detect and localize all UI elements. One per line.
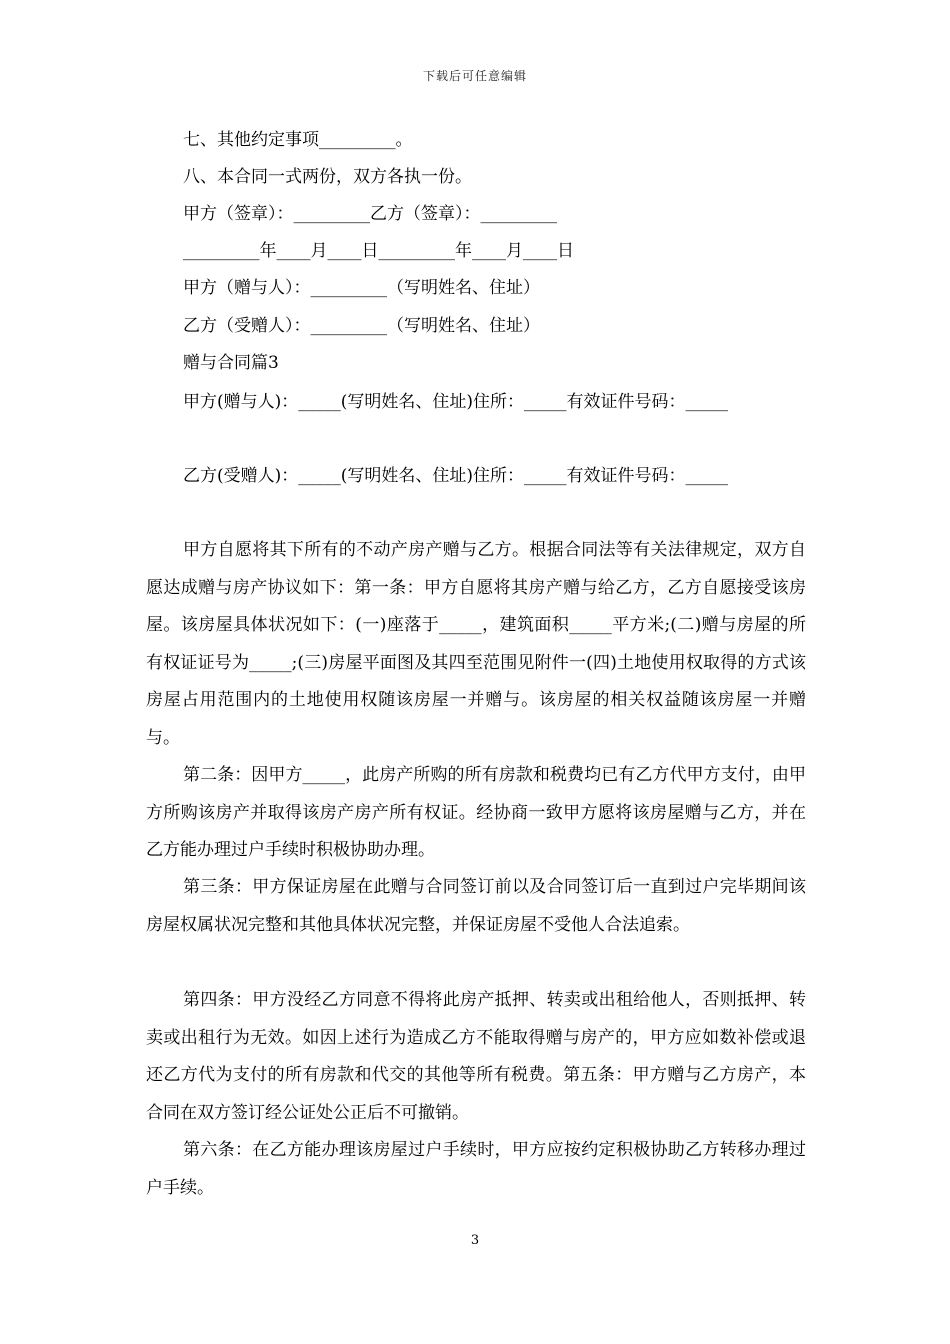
clause-7-line: 七、其他约定事项_________。 [183, 130, 413, 150]
party-a-line: 甲方(赠与人)：_____(写明姓名、住址)住所：_____有效证件号码：_____ [183, 392, 729, 412]
date-line: _________年____月____日_________年____月____日 [183, 241, 574, 261]
page-number: 3 [470, 1233, 480, 1248]
paragraph-article-6: 第六条：在乙方能办理该房屋过户手续时，甲方应按约定积极协助乙方转移办理过户手续。 [146, 1140, 806, 1198]
donor-line: 甲方（赠与人）：_________（写明姓名、住址） [183, 278, 540, 298]
party-b-line: 乙方(受赠人)：_____(写明姓名、住址)住所：_____有效证件号码：_____ [183, 466, 729, 486]
section-title: 赠与合同篇3 [183, 353, 279, 373]
clause-8-line: 八、本合同一式两份，双方各执一份。 [183, 167, 472, 187]
page-header: 下载后可任意编辑 [422, 69, 527, 83]
donee-line: 乙方（受赠人）：_________（写明姓名、住址） [183, 316, 540, 336]
paragraph-article-2: 第二条：因甲方_____，此房产所购的所有房款和税费均已有乙方代甲方支付，由甲方所购该房产并取得该房产房产所有权证。经协商一致甲方愿将该房屋赠与乙方，并在乙方能办理过户手续时积极协助办理。 [146, 765, 806, 860]
paragraph-intro: 甲方自愿将其下所有的不动产房产赠与乙方。根据合同法等有关法律规定，双方自愿达成赠与房产协议如下：第一条：甲方自愿将其房产赠与给乙方，乙方自愿接受该房屋。该房屋具体状况如下：(一)座落于_____，建筑面积_____平方米;(二)赠与房屋的所有权证证号为_____;(三)房屋平面图及其四至范围见附件一(四)土地使用权取得的方式该房屋占用范围内的土地使用权随该房屋一并赠与。该房屋的相关权益随该房屋一并赠与。 [146, 540, 806, 748]
paragraph-article-3: 第三条：甲方保证房屋在此赠与合同签订前以及合同签订后一直到过户完毕期间该房屋权属状况完整和其他具体状况完整，并保证房屋不受他人合法追索。 [146, 877, 806, 935]
paragraph-article-4: 第四条：甲方没经乙方同意不得将此房产抵押、转卖或出租给他人，否则抵押、转卖或出租行为无效。如因上述行为造成乙方不能取得赠与房产的，甲方应如数补偿或退还乙方代为支付的所有房款和代交的其他等所有税费。第五条：甲方赠与乙方房产，本合同在双方签订经公证处公正后不可撤销。 [146, 990, 806, 1123]
signature-line: 甲方（签章）：_________乙方（签章）：_________ [183, 204, 557, 224]
